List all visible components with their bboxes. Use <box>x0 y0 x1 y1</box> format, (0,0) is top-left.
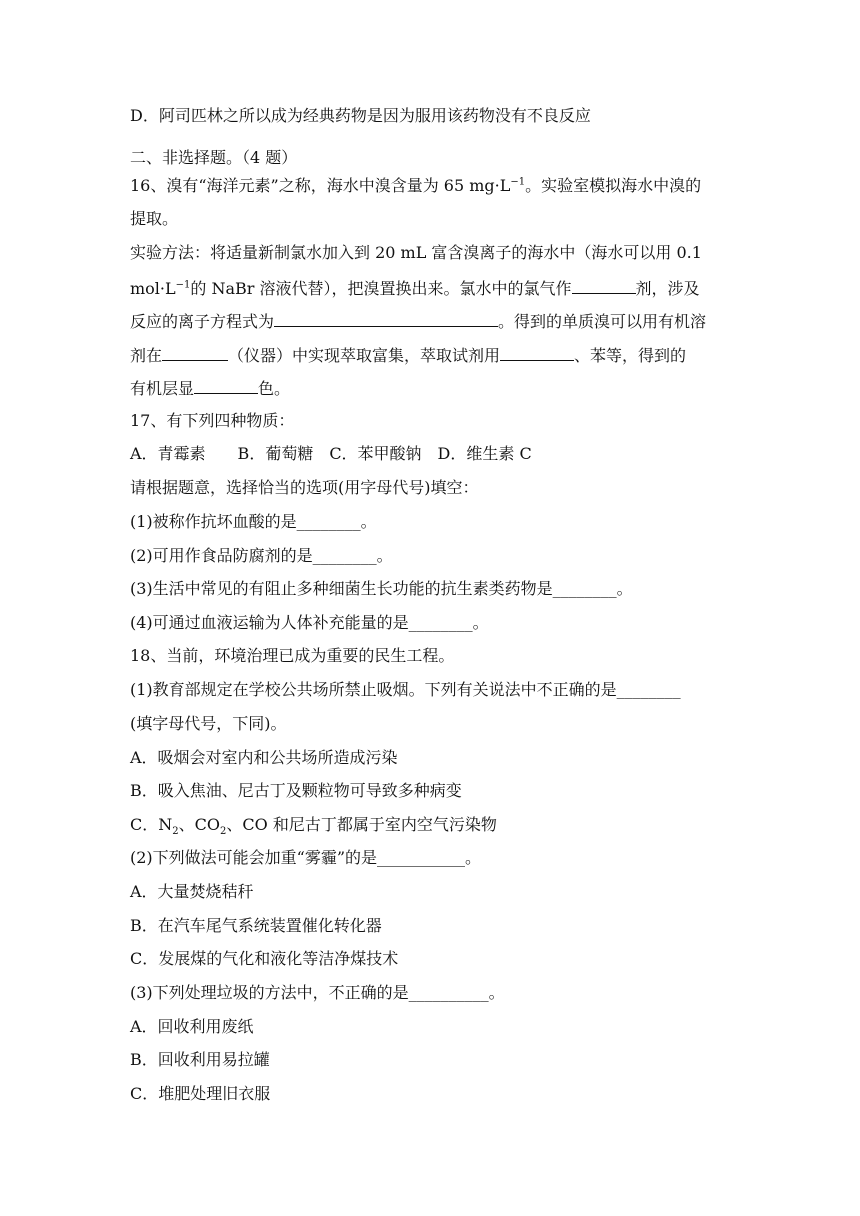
q16-line-1 <box>130 176 730 196</box>
answer-blank <box>194 377 258 394</box>
method-text-4: 。得到的单质溴可以用有机溶 <box>498 312 707 331</box>
answer-blank <box>572 277 636 294</box>
option-text: C．N <box>130 815 173 834</box>
q18-1-option-a: A．吸烟会对室内和公共场所造成污染 <box>130 748 398 767</box>
subscript: 2 <box>220 826 227 838</box>
q18-3-option-b: B．回收利用易拉罐 <box>130 1050 270 1069</box>
q18-part-3: (3)下列处理垃圾的方法中，不正确的是__________。 <box>130 983 505 1002</box>
q17-instruction: 请根据题意，选择恰当的选项(用字母代号)填空： <box>130 478 479 497</box>
q17-part-1: (1)被称作抗坏血酸的是________。 <box>130 512 377 531</box>
answer-blank <box>274 310 498 327</box>
subscript: 2 <box>172 826 179 838</box>
method-text-5: 剂在 <box>130 346 163 365</box>
method-text-3: 反应的离子方程式为 <box>130 312 275 331</box>
option-text: 、CO 和尼古丁都属于室内空气污染物 <box>226 815 497 834</box>
q16-text-b: 。实验室模拟海水中溴的 <box>525 176 702 195</box>
method-text-9: 色。 <box>258 379 291 398</box>
q17-options: A．青霉素 B．葡萄糖 C．苯甲酸钠 D．维生素 C <box>130 444 532 463</box>
method-text-2: 剂，涉及 <box>635 279 700 298</box>
q16-line-2: 提取。 <box>130 209 179 228</box>
method-text-7: 、苯等，得到的 <box>574 346 687 365</box>
method-text-8: 有机层显 <box>130 379 195 398</box>
q16-text-a: 16、溴有“海洋元素”之称，海水中溴含量为 65 mg·L <box>130 176 511 195</box>
answer-blank <box>162 344 228 361</box>
q18-1-option-b: B．吸入焦油、尼古丁及颗粒物可导致多种病变 <box>130 781 462 800</box>
superscript: −1 <box>510 176 526 188</box>
answer-blank <box>500 344 574 361</box>
q17-part-4: (4)可通过血液运输为人体补充能量的是________。 <box>130 613 489 632</box>
q18-3-option-a: A．回收利用废纸 <box>130 1017 254 1036</box>
q18-part-1-note: (填字母代号，下同)。 <box>130 714 287 733</box>
option-text: 、CO <box>178 815 220 834</box>
q18-2-option-b: B．在汽车尾气系统装置催化转化器 <box>130 916 382 935</box>
option-d-line: D．阿司匹林之所以成为经典药物是因为服用该药物没有不良反应 <box>130 106 591 125</box>
q18-2-option-c: C．发展煤的气化和液化等洁净煤技术 <box>130 949 399 968</box>
q18-3-option-c: C．堆肥处理旧衣服 <box>130 1084 271 1103</box>
method-line-4 <box>130 344 730 364</box>
q18-stem: 18、当前，环境治理已成为重要的民生工程。 <box>130 646 455 665</box>
q17-part-2: (2)可用作食品防腐剂的是________。 <box>130 546 393 565</box>
section-heading: 二、非选择题。（4 题） <box>130 148 298 167</box>
method-text: 的 NaBr 溶液代替），把溴置换出来。氯水中的氯气作 <box>190 279 572 298</box>
q18-1-option-c <box>130 815 730 838</box>
q18-part-1: (1)教育部规定在学校公共场所禁止吸烟。下列有关说法中不正确的是________ <box>130 680 681 699</box>
method-line-5 <box>130 377 730 397</box>
q18-part-2: (2)下列做法可能会加重“雾霾”的是___________。 <box>130 848 482 867</box>
method-line-3 <box>130 310 730 330</box>
superscript: −1 <box>175 279 191 291</box>
method-text-6: （仪器）中实现萃取富集，萃取试剂用 <box>228 346 501 365</box>
unit-text: mol·L <box>130 279 176 298</box>
q17-part-3: (3)生活中常见的有阻止多种细菌生长功能的抗生素类药物是________。 <box>130 579 633 598</box>
q18-2-option-a: A．大量焚烧秸秆 <box>130 882 254 901</box>
method-line-2 <box>130 277 730 297</box>
method-line-1: 实验方法：将适量新制氯水加入到 20 mL 富含溴离子的海水中（海水可以用 0.1 <box>130 243 702 262</box>
q17-stem: 17、有下列四种物质： <box>130 411 295 430</box>
